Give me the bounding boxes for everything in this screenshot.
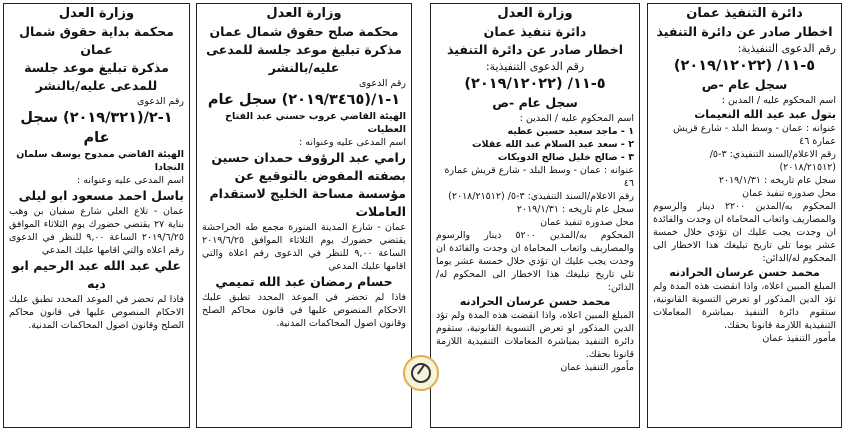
- notice-execution-1: [647, 3, 842, 428]
- defendant-name: بتول عبد عيد الله النعيمات: [694, 108, 836, 121]
- notice-heading: اخطار صادر عن دائرة التنفيذ: [656, 24, 833, 39]
- issue-place: محل صدوره تنفيذ عمان: [742, 188, 836, 199]
- notice-body: عمان - تلاع العلي شارع سفيان بن وهب بناية ٢٧ يقتضي حضورك يوم الثلاثاء الموافق ٢٠١٩/٦/٢٥ الساعة ٩,٠٠ للنظر في الدعوى رقم اعلاه والتي اقامها عليك المدعي: [9, 206, 184, 256]
- judge: الهيئة القاضي ممدوح يوسف سلمان النجادا: [16, 149, 184, 173]
- notice-ministry: وزارة العدل: [266, 6, 342, 21]
- case-label: رقم الدعوى: [358, 78, 406, 89]
- notice-heading: مذكرة تبليغ موعد جلسة للمدعى عليه/بالنشر: [24, 60, 169, 93]
- watermark-seal-icon: [403, 355, 439, 391]
- defendant-name: رامي عبد الرؤوف حمدان حسين: [211, 150, 406, 165]
- case-number: ٥-١١/ (٢٠١٩/١٢٠٢٢): [673, 58, 816, 74]
- notice-court-session-1: [196, 3, 412, 428]
- plaintiff-name: علي عبد الله عبد الرحيم ابو ديه: [12, 258, 181, 291]
- creditor-name: محمد حسن عرسان الحرادنه: [669, 266, 820, 279]
- notice-closing: فاذا لم تحضر في الموعد المحدد تطبق عليك الاحكام المنصوص عليها في قانون محاكم الصلح وقانون اصول المحاكمات المدنية.: [202, 292, 406, 329]
- case-label: رقم الدعوى التنفيذية:: [485, 60, 585, 73]
- case-number: ١-٢/(٢٠١٩/٣٢١) سجل عام: [20, 110, 173, 146]
- notice-ministry: وزارة العدل: [497, 6, 573, 21]
- date-line: سجل عام تاريخه : ٢٠١٩/١/٣١: [718, 175, 836, 186]
- address: عنوانه : عمان - وسط البلد - شارع قريش عمارة ٤٦: [673, 123, 836, 147]
- notice-number: رقم الاعلام/السند التنفيذي: ٣-٥/ (٢٠١٨/٢١٥١٢): [709, 149, 836, 173]
- defendant-item: ١ - ماجد سعيد حسين عطيه: [507, 126, 634, 137]
- defendant-label: اسم المدعى عليه وعنوانه :: [299, 137, 406, 148]
- notice-ministry: وزارة العدل: [58, 6, 135, 21]
- issue-place: محل صدوره تنفيذ عمان: [540, 217, 634, 228]
- notice-heading: مذكرة تبليغ موعد جلسة للمدعى عليه/بالنشر: [206, 42, 402, 75]
- judge: الهيئة القاضي عروب حسني عبد الفتاح العطيات: [225, 111, 406, 135]
- date-line: سجل عام تاريخه : ٢٠١٩/١/٣١: [516, 204, 634, 215]
- signature: مأمور التنفيذ عمان: [560, 362, 634, 373]
- defendant-label: اسم المحكوم عليه / المدين :: [519, 113, 634, 124]
- defendant-label: اسم المحكوم عليه / المدين :: [721, 95, 836, 106]
- notice-court-session-2: [3, 3, 190, 428]
- notice-subtitle: دائرة تنفيذ عمان: [483, 24, 587, 39]
- plaintiff-name: حسام رمضان عبد الله تميمي: [215, 274, 393, 289]
- notice-closing: المبلغ المبين اعلاه، واذا انقضت هذه المدة ولم تؤد الدين المذكور او تعرض التسوية القانونية، ستقوم دائرة التنفيذ بمباشرة المعاملات التنفيذية اللازمة قانونا بحقك.: [436, 310, 634, 360]
- notice-body: المحكوم به/المدين ٥٢٠٠ دينار والرسوم والمصاريف واتعاب المحاماة ان وجدت والفائدة ان وجدت يجب عليك ان تؤدي خلال خمسة عشر يوما تلي تاريخ تبليغك هذا الاخطار الى المحكوم له/الدائن:: [436, 230, 634, 293]
- address: عنوانه : عمان - وسط البلد - شارع قريش عمارة ٤٦: [444, 165, 634, 189]
- notice-heading: اخطار صادر عن دائرة التنفيذ: [447, 42, 623, 57]
- notice-body: عمان - شارع المدينة المنورة مجمع طه الحراحشة يقتضي حضورك يوم الثلاثاء الموافق ٢٠١٩/٦/٢٥ الساعة ٩,٠٠ للنظر في الدعوى رقم اعلاه والتي اقامها عليك المدعي: [202, 222, 406, 272]
- defendant-name: باسل احمد مسعود ابو ليلى: [18, 188, 184, 203]
- notice-number: رقم الاعلام/السند التنفيذي: ٣-٥/ (٢٠١٨/٢١٥١٢): [448, 191, 634, 202]
- case-label: رقم الدعوى: [136, 96, 184, 107]
- court-name: محكمة صلح حقوق شمال عمان: [209, 24, 399, 39]
- court-name: محكمة بداية حقوق شمال عمان: [19, 24, 174, 57]
- case-number: ٥-١١/ (٢٠١٩/١٢٠٢٢): [464, 76, 606, 92]
- creditor-name: محمد حسن عرسان الحرادنه: [459, 295, 611, 308]
- notice-closing: المبلغ المبين اعلاه، واذا انقضت هذه المدة ولم تؤد الدين المذكور او تعرض التسوية القانونية، ستقوم دائرة التنفيذ بمباشرة المعاملات التنفيذية اللازمة قانونا بحقك.: [653, 281, 836, 331]
- defendant-item: ٢ - سعد عبد السلام عبد الله عقلات: [471, 139, 634, 150]
- defendant-label: اسم المدعى عليه وعنوانه :: [77, 175, 184, 186]
- case-class: سجل عام -ص: [701, 77, 788, 92]
- case-class: سجل عام -ص: [492, 95, 578, 110]
- notice-body: المحكوم به/المدين ٢٢٠٠ دينار والرسوم والمصاريف واتعاب المحاماة ان وجدت والفائدة ان وجدت يجب عليك ان تؤدي خلال خمسة عشر يوما تلي تاريخ تبليغك هذا الاخطار الى المحكوم له/الدائن:: [653, 201, 836, 264]
- signature: مأمور التنفيذ عمان: [762, 333, 836, 344]
- notice-ministry: دائرة التنفيذ عمان: [686, 6, 803, 21]
- case-number: ١-١/(٢٠١٩/٣٤٦٥) سجل عام: [207, 92, 401, 108]
- notice-execution-2: [430, 3, 640, 428]
- defendant-item: ٣ - صالح خليل صالح الدويكات: [497, 152, 634, 163]
- case-label: رقم الدعوى التنفيذية:: [737, 42, 836, 55]
- defendant-description: بصفته المفوض بالتوقيع عن مؤسسة مساحة الخليج لاستقدام العاملات: [209, 168, 406, 219]
- notice-closing: فاذا لم تحضر في الموعد المحدد تطبق عليك الاحكام المنصوص عليها في قانون محاكم الصلح وقانون اصول المحاكمات المدنية.: [9, 294, 184, 331]
